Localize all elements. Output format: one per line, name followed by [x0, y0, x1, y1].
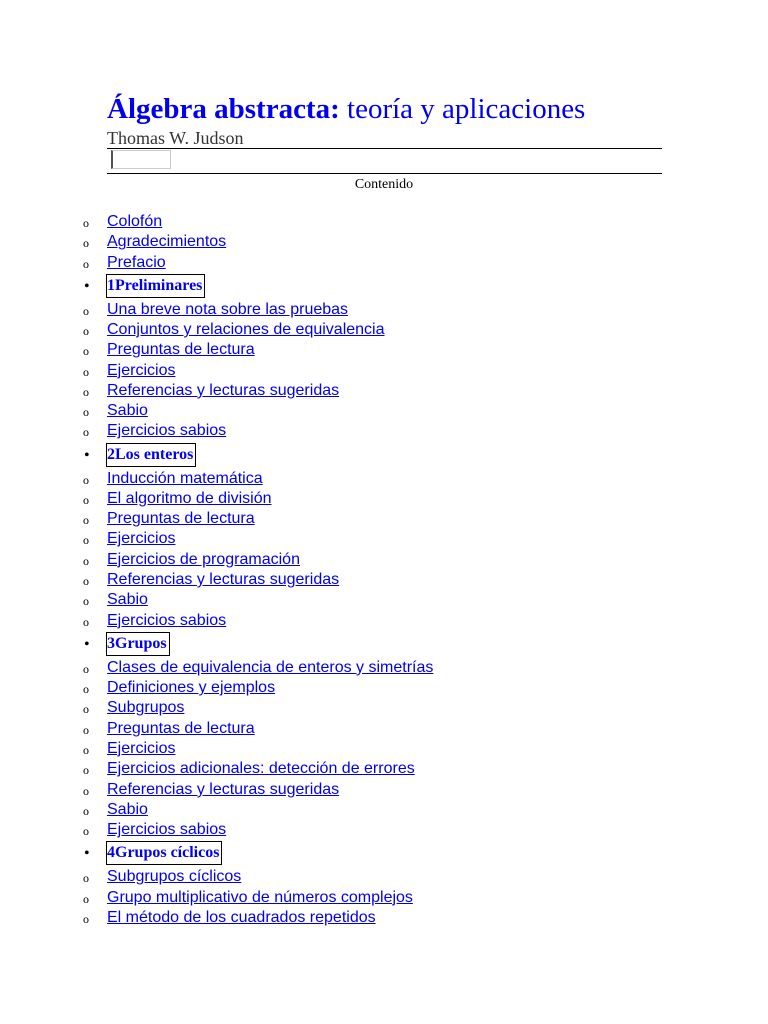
toc-item — [0, 867, 768, 887]
toc-item — [0, 381, 768, 401]
toc-link[interactable]: Subgrupos — [107, 699, 185, 717]
toc-link[interactable]: Conjuntos y relaciones de equivalencia — [107, 320, 385, 338]
chapter-toggle-button[interactable]: 2Los enteros — [106, 443, 196, 467]
toc-item — [0, 212, 768, 232]
toc-link[interactable]: Ejercicios de programación — [107, 550, 300, 568]
list-marker: o — [83, 323, 89, 338]
list-marker: o — [83, 513, 89, 528]
chapter-bullet: • — [84, 635, 90, 653]
list-marker: o — [83, 553, 89, 568]
list-marker: o — [83, 824, 89, 839]
toc-link[interactable]: Sabio — [107, 402, 148, 420]
toc-item — [0, 253, 768, 273]
toc-item — [0, 611, 768, 631]
toc-item — [0, 232, 768, 252]
toc-link[interactable]: Ejercicios — [107, 739, 176, 757]
search-input[interactable] — [111, 150, 171, 169]
toc-link[interactable]: Una breve nota sobre las pruebas — [107, 300, 349, 318]
book-author: Thomas W. Judson — [107, 128, 244, 148]
chapter-bullet: • — [84, 277, 90, 295]
toc-chapter — [0, 442, 768, 469]
chapter-toggle-button[interactable]: 1Preliminares — [106, 274, 205, 298]
toc-item — [0, 340, 768, 360]
toc-link[interactable]: Clases de equivalencia de enteros y simetrías — [107, 658, 434, 676]
toc-item — [0, 780, 768, 800]
list-marker: o — [83, 574, 89, 589]
toc-link[interactable]: Ejercicios adicionales: detección de errores — [107, 760, 415, 778]
toc-chapter — [0, 273, 768, 300]
toc-item — [0, 820, 768, 840]
book-title-main: Álgebra abstracta: — [107, 93, 340, 125]
toc-item — [0, 698, 768, 718]
toc-link[interactable]: El algoritmo de división — [107, 489, 272, 507]
toc-item — [0, 800, 768, 820]
toc-link[interactable]: Ejercicios — [107, 530, 176, 548]
list-marker: o — [83, 682, 89, 697]
book-title[interactable] — [107, 90, 662, 128]
toc-link[interactable]: Ejercicios sabios — [107, 821, 227, 839]
toc-link[interactable]: Preguntas de lectura — [107, 719, 255, 737]
list-marker: o — [83, 472, 89, 487]
toc-link[interactable]: Inducción matemática — [107, 469, 263, 487]
toc-link[interactable]: El método de los cuadrados repetidos — [107, 908, 376, 926]
toc-item — [0, 529, 768, 549]
list-marker: o — [83, 384, 89, 399]
toc-item — [0, 469, 768, 489]
page-header — [107, 90, 662, 174]
toc-item — [0, 739, 768, 759]
toc-item — [0, 320, 768, 340]
list-marker: o — [83, 303, 89, 318]
toc-link[interactable]: Definiciones y ejemplos — [107, 679, 276, 697]
list-marker: o — [83, 722, 89, 737]
list-marker: o — [83, 216, 89, 230]
list-marker: o — [83, 405, 89, 420]
toc-link[interactable]: Ejercicios sabios — [107, 611, 227, 629]
list-marker: o — [83, 594, 89, 609]
list-marker: o — [83, 614, 89, 629]
toc-item — [0, 361, 768, 381]
toc-link[interactable]: Prefacio — [107, 253, 166, 271]
list-marker: o — [83, 871, 89, 886]
list-marker: o — [83, 911, 89, 926]
toc-item — [0, 509, 768, 529]
chapter-toggle-button[interactable]: 3Grupos — [106, 632, 170, 656]
toc-link[interactable]: Preguntas de lectura — [107, 341, 255, 359]
toc-item — [0, 719, 768, 739]
toc-item — [0, 888, 768, 908]
toc-heading: Contenido — [354, 177, 414, 192]
toc-item — [0, 590, 768, 610]
toc-link[interactable]: Sabio — [107, 800, 148, 818]
toc-item — [0, 421, 768, 441]
chapter-toggle-button[interactable]: 4Grupos cíclicos — [106, 841, 222, 865]
toc-item — [0, 550, 768, 570]
toc-link[interactable]: Referencias y lecturas sugeridas — [107, 571, 340, 589]
toc-link[interactable]: Ejercicios — [107, 361, 176, 379]
toc-chapter — [0, 631, 768, 658]
search-row — [107, 149, 662, 173]
toc-link[interactable]: Preguntas de lectura — [107, 510, 255, 528]
toc-link[interactable]: Agradecimientos — [107, 233, 227, 251]
list-marker: o — [83, 763, 89, 778]
list-marker: o — [83, 256, 89, 271]
toc-item — [0, 489, 768, 509]
list-marker: o — [83, 891, 89, 906]
list-marker: o — [83, 344, 89, 359]
toc-item — [0, 908, 768, 928]
chapter-bullet: • — [84, 446, 90, 464]
toc-link[interactable]: Subgrupos cíclicos — [107, 868, 242, 886]
list-marker: o — [83, 492, 89, 507]
list-marker: o — [83, 533, 89, 548]
divider-bottom — [107, 173, 662, 174]
toc-item — [0, 678, 768, 698]
list-marker: o — [83, 425, 89, 440]
list-marker: o — [83, 661, 89, 676]
list-marker: o — [83, 702, 89, 717]
list-marker: o — [83, 236, 89, 251]
toc-item — [0, 300, 768, 320]
list-marker: o — [83, 364, 89, 379]
toc-item — [0, 658, 768, 678]
toc-item — [0, 570, 768, 590]
book-title-subtitle: teoría y aplicaciones — [339, 93, 586, 125]
toc-link[interactable]: Sabio — [107, 591, 148, 609]
toc-link[interactable]: Referencias y lecturas sugeridas — [107, 381, 340, 399]
toc-item — [0, 759, 768, 779]
toc-item — [0, 401, 768, 421]
chapter-bullet: • — [84, 845, 90, 863]
list-marker: o — [83, 742, 89, 757]
toc-link[interactable]: Ejercicios sabios — [107, 422, 227, 440]
table-of-contents — [0, 212, 768, 928]
toc-link[interactable]: Referencias y lecturas sugeridas — [107, 780, 340, 798]
toc-link[interactable]: Grupo multiplicativo de números complejos — [107, 888, 413, 906]
toc-chapter — [0, 840, 768, 867]
toc-link[interactable]: Colofón — [107, 213, 163, 230]
list-marker: o — [83, 803, 89, 818]
list-marker: o — [83, 783, 89, 798]
